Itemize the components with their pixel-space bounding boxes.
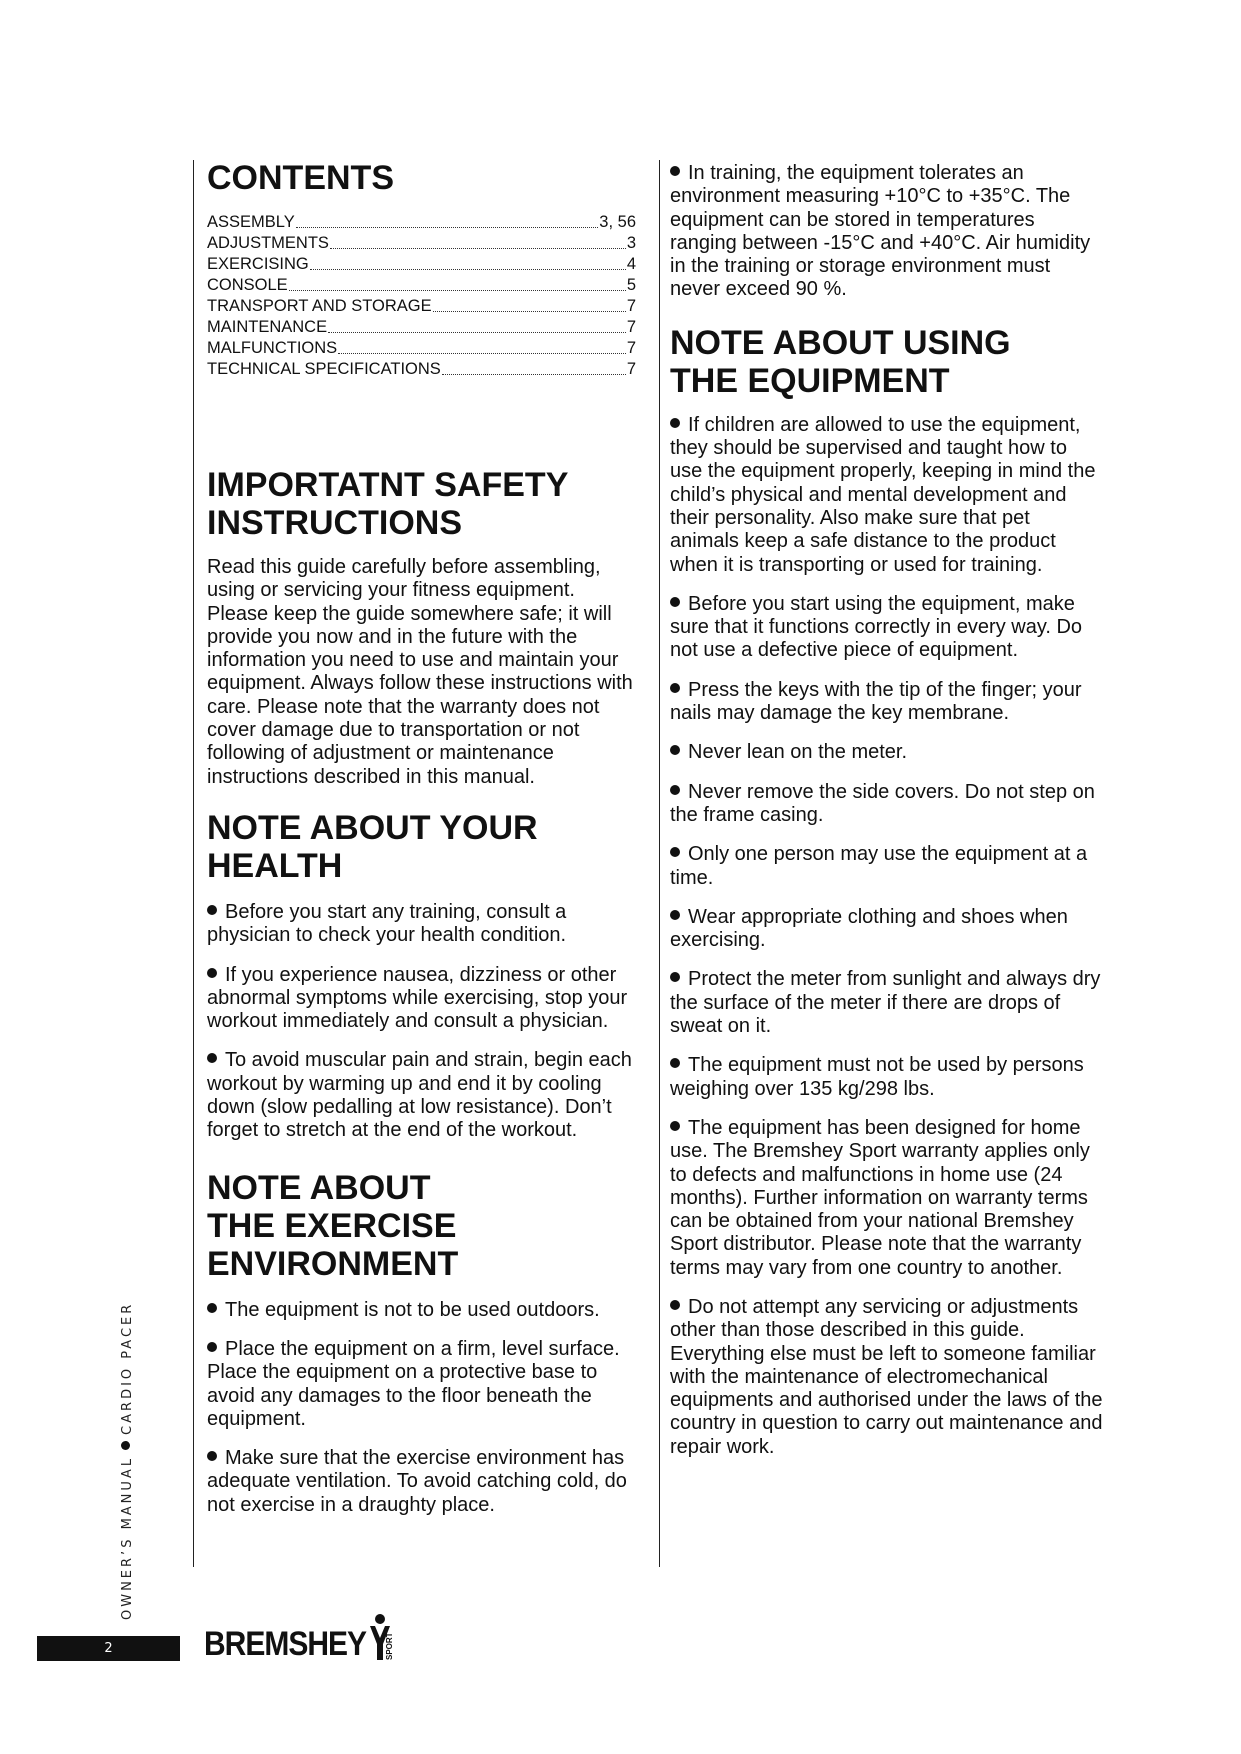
table-of-contents bbox=[207, 212, 636, 380]
using-bullet: Never lean on the meter. bbox=[670, 741, 1104, 764]
using-bullet: Never remove the side covers. Do not step on the frame casing. bbox=[670, 781, 1104, 828]
side-manual-label: OWNER’S MANUALCARDIO PACER bbox=[120, 1301, 135, 1620]
environment-bullet: Make sure that the exercise environment has adequate ventilation. To avoid catching cold, do not exercise in a draughty place. bbox=[207, 1447, 636, 1517]
environment-bullet: Place the equipment on a firm, level surface. Place the equipment on a protective base to avoid any damages to the floor beneath the equipment. bbox=[207, 1338, 636, 1431]
safety-heading: IMPORTATNT SAFETY INSTRUCTIONS bbox=[207, 466, 569, 542]
safety-paragraph: Read this guide carefully before assembling, using or servicing your fitness equipment. Please keep the guide somewhere safe; it will provide you now and in the future with the information you need to use and maintain your equipment. Always follow these instructions with care. Please note that the warranty does not cover damage due to transportation or not following of adjustment or maintenance instructions described in this manual. bbox=[207, 556, 633, 788]
toc-item: MAINTENANCE 7 bbox=[207, 318, 636, 336]
page-number-bar bbox=[37, 1636, 180, 1661]
toc-item: CONSOLE 5 bbox=[207, 276, 636, 294]
svg-text:SPORT: SPORT bbox=[385, 1632, 395, 1660]
using-heading: NOTE ABOUT USING THE EQUIPMENT bbox=[670, 323, 1011, 400]
environment-heading: NOTE ABOUT THE EXERCISE ENVIRONMENT bbox=[207, 1168, 459, 1283]
using-bullet: Before you start using the equipment, make sure that it functions correctly in every way. Do not use a defective piece of equipment. bbox=[670, 593, 1104, 663]
left-column bbox=[193, 160, 636, 1567]
toc-item: TECHNICAL SPECIFICATIONS 7 bbox=[207, 360, 636, 378]
environment-bullet: The equipment is not to be used outdoors. bbox=[207, 1299, 636, 1322]
bremshey-logo bbox=[204, 1612, 402, 1662]
using-bullet: Only one person may use the equipment at a time. bbox=[670, 843, 1104, 890]
health-heading: NOTE ABOUT YOUR HEALTH bbox=[207, 808, 538, 885]
using-bullet: If children are allowed to use the equipment, they should be supervised and taught how to use the equipment properly, keeping in mind the child’s physical and mental development and their personality. Also make sure that pet animals keep a safe distance to the product when it is transporting or used for training. bbox=[670, 414, 1104, 577]
bullet-dot-icon bbox=[121, 1441, 130, 1450]
toc-item: ASSEMBLY 3, 56 bbox=[207, 213, 636, 231]
using-bullet: Do not attempt any servicing or adjustments other than those described in this guide. Everything else must be left to someone familiar with the maintenance of electromechanical equipments and authorised under the laws of the country in question to carry out maintenance and repair work. bbox=[670, 1295, 1103, 1458]
health-bullet: If you experience nausea, dizziness or other abnormal symptoms while exercising, stop your workout immediately and consult a physician. bbox=[207, 964, 636, 1034]
toc-item: MALFUNCTIONS 7 bbox=[207, 339, 636, 357]
using-bullet: Press the keys with the tip of the finger; your nails may damage the key membrane. bbox=[670, 679, 1104, 726]
using-bullet: The equipment has been designed for home use. The Bremshey Sport warranty applies only to defects and malfunctions in home use (24 months). Further information on warranty terms can be obtained from your national Bremshey Sport distributor. Please note that the warranty terms may vary from one country to another. bbox=[670, 1117, 1104, 1280]
using-bullet: Wear appropriate clothing and shoes when exercising. bbox=[670, 906, 1104, 953]
using-bullet: The equipment must not be used by persons weighing over 135 kg/298 lbs. bbox=[670, 1054, 1104, 1101]
page-number: 2 bbox=[104, 1641, 113, 1656]
logo-figure-icon bbox=[368, 1612, 402, 1662]
health-bullet: To avoid muscular pain and strain, begin each workout by warming up and end it by cooling down (slow pedalling at low resistance). Don’t forget to stretch at the end of the workout. bbox=[207, 1049, 636, 1142]
training-temperature-bullet: In training, the equipment tolerates an environment measuring +10°C to +35°C. The equipment can be stored in temperatures ranging between -15°C and +40°C. Air humidity in the training or storage environment must never exceed 90 %. bbox=[670, 162, 1104, 302]
logo-wordmark: BREMSHEY bbox=[204, 1625, 367, 1664]
right-column bbox=[659, 160, 1104, 1567]
toc-item: ADJUSTMENTS 3 bbox=[207, 234, 636, 252]
using-bullet: Protect the meter from sunlight and always dry the surface of the meter if there are drops of sweat on it. bbox=[670, 968, 1104, 1038]
toc-item: TRANSPORT AND STORAGE 7 bbox=[207, 297, 636, 315]
health-bullet: Before you start any training, consult a physician to check your health condition. bbox=[207, 901, 636, 948]
contents-heading: CONTENTS bbox=[207, 159, 394, 197]
toc-item: EXERCISING 4 bbox=[207, 255, 636, 273]
